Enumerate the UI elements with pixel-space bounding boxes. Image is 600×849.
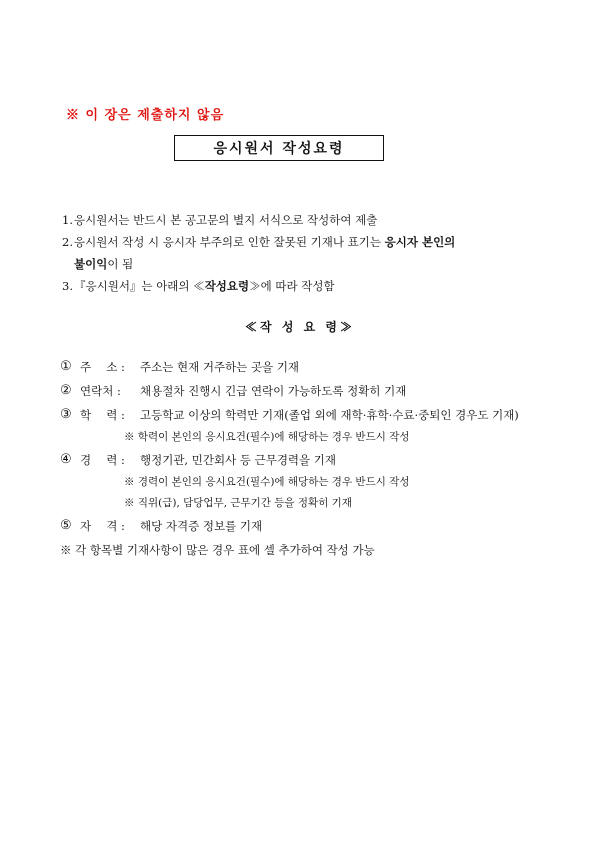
rule-contact: [60, 379, 560, 403]
rule-text: 채용절차 진행시 긴급 연락이 가능하도록 정확히 기재: [140, 384, 407, 398]
rule-label: 연락처 :: [80, 384, 121, 398]
step-text-part: 『응시원서』는 아래의 ≪: [74, 279, 205, 293]
step-bold-text: 불이익: [74, 257, 108, 271]
rule-label: 학 력 :: [80, 408, 125, 422]
step-number: 1.: [62, 213, 73, 227]
rule-label: 경 력 :: [80, 453, 125, 467]
step-number: 3.: [62, 279, 73, 293]
writing-rules: [60, 355, 560, 562]
education-subnote: ※ 학력이 본인의 응시요건(필수)에 해당하는 경우 반드시 작성: [124, 431, 410, 443]
circled-number: ②: [60, 383, 72, 398]
step-3: [62, 275, 542, 297]
step-text-part: 이 됨: [107, 257, 134, 271]
step-continuation: [74, 253, 455, 275]
rule-address: [60, 355, 560, 379]
rule-label: 주 소 :: [80, 360, 125, 374]
rule-text: 고등학교 이상의 학력만 기재(졸업 외에 재학·휴학·수료·중퇴인 경우도 기재): [140, 408, 519, 422]
final-note: ※ 각 항목별 기재사항이 많은 경우 표에 셀 추가하여 작성 가능: [60, 543, 375, 557]
step-text: [74, 231, 455, 275]
circled-number: ④: [60, 452, 72, 467]
step-bold-text: 작성요령: [204, 279, 250, 293]
not-submitted-notice: ※ 이 장은 제출하지 않음: [66, 108, 225, 123]
step-text-part: ≫에 따라 작성함: [249, 279, 335, 293]
step-2: [62, 231, 542, 275]
step-text-part: 응시원서 작성 시 응시자 부주의로 인한 잘못된 기재나 표기는: [74, 235, 385, 249]
instruction-steps: [62, 209, 542, 297]
rule-qualification: [60, 514, 560, 538]
rules-heading: ≪작 성 요 령≫: [245, 320, 355, 334]
step-text: 응시원서는 반드시 본 공고문의 별지 서식으로 작성하여 제출: [74, 213, 378, 227]
step-1: [62, 209, 542, 231]
career-subnote-1: ※ 경력이 본인의 응시요건(필수)에 해당하는 경우 반드시 작성: [124, 476, 410, 488]
rule-text: 주소는 현재 거주하는 곳을 기재: [140, 360, 300, 374]
step-text: [74, 275, 335, 297]
rule-label: 자 격 :: [80, 519, 125, 533]
circled-number: ③: [60, 407, 72, 422]
step-number: 2.: [62, 235, 73, 249]
step-bold-text: 응시자 본인의: [384, 235, 456, 249]
rule-text: 행정기관, 민간회사 등 근무경력을 기재: [140, 453, 337, 467]
circled-number: ①: [60, 359, 72, 374]
circled-number: ⑤: [60, 518, 72, 533]
rule-career: [60, 448, 560, 472]
rule-education: [60, 403, 560, 427]
rule-text: 해당 자격증 정보를 기재: [140, 519, 263, 533]
career-subnote-2: ※ 직위(급), 담당업무, 근무기간 등을 정확히 기재: [124, 497, 352, 509]
document-title: 응시원서 작성요령: [174, 135, 384, 161]
